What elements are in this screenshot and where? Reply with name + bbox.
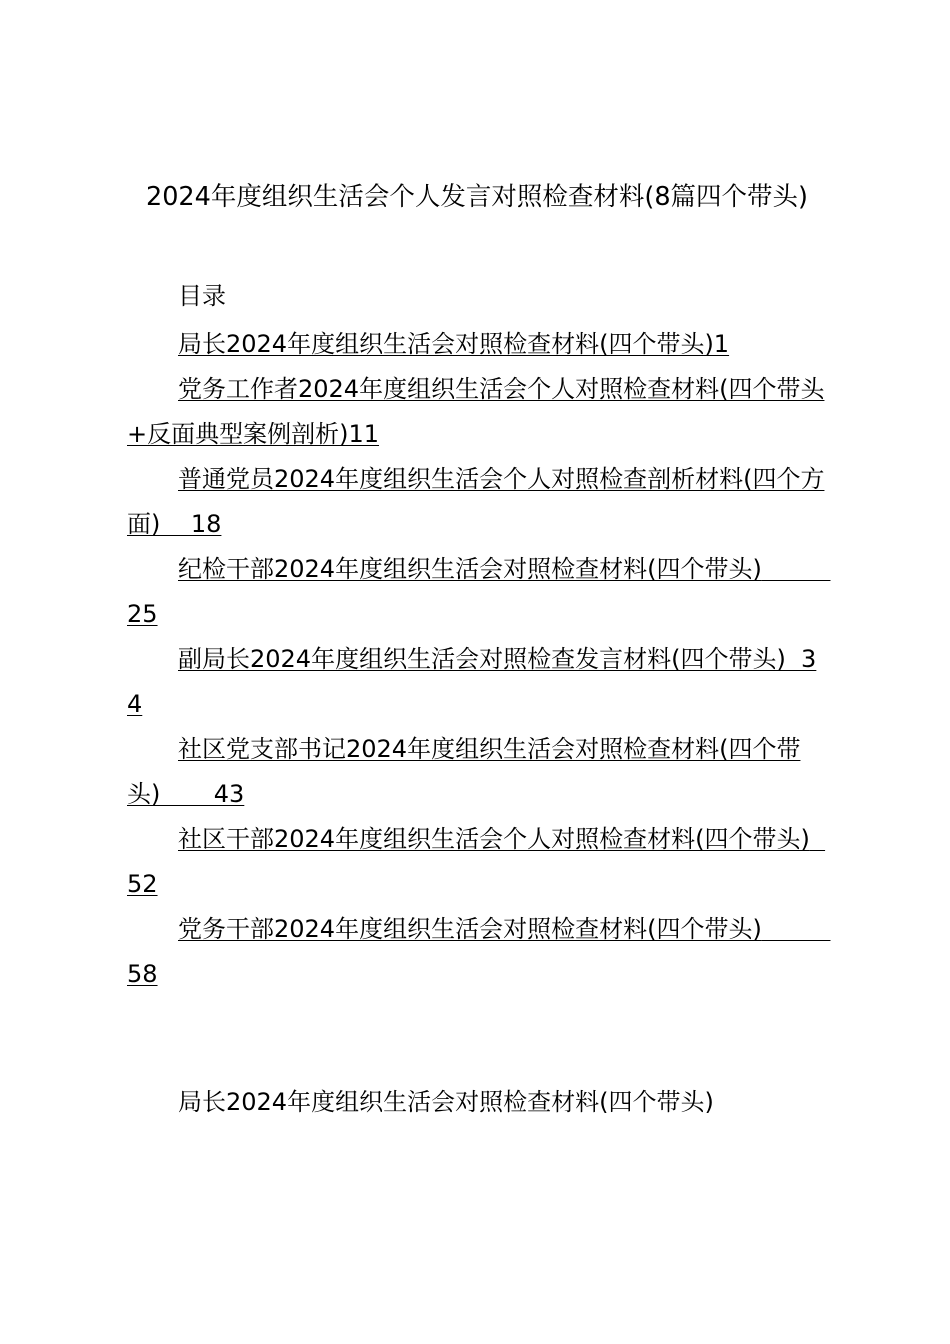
toc-entry[interactable]: 社区干部2024年度组织生活会个人对照检查材料(四个带头) 52 — [127, 825, 826, 898]
toc-entry[interactable]: 普通党员2024年度组织生活会个人对照检查剖析材料(四个方面) 18 — [127, 465, 825, 538]
toc-entry[interactable]: 局长2024年度组织生活会对照检查材料(四个带头)1 — [178, 330, 730, 358]
toc-entry[interactable]: 社区党支部书记2024年度组织生活会对照检查材料(四个带头) 43 — [127, 735, 801, 808]
document-title: 2024年度组织生活会个人发言对照检查材料(8篇四个带头) — [145, 182, 809, 212]
toc-entry[interactable]: 党务干部2024年度组织生活会对照检查材料(四个带头) 58 — [127, 915, 831, 988]
table-of-contents — [127, 322, 831, 997]
toc-heading: 目录 — [178, 282, 226, 310]
section-heading: 局长2024年度组织生活会对照检查材料(四个带头) — [178, 1088, 714, 1116]
toc-entry[interactable]: 纪检干部2024年度组织生活会对照检查材料(四个带头) 25 — [127, 555, 831, 628]
toc-entry[interactable]: 副局长2024年度组织生活会对照检查发言材料(四个带头) 34 — [127, 645, 817, 718]
toc-entry[interactable]: 党务工作者2024年度组织生活会个人对照检查材料(四个带头+反面典型案例剖析)11 — [127, 375, 825, 448]
